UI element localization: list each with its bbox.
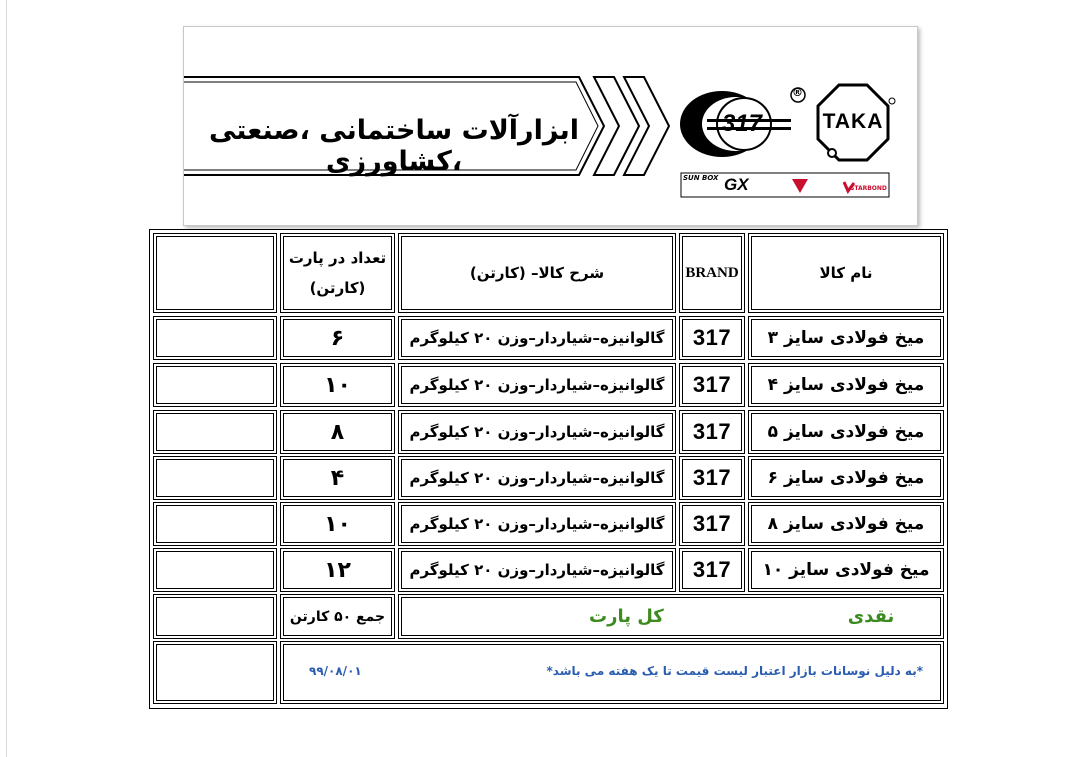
- row-6-name: میخ فولادی سایز ۱۰: [748, 548, 944, 592]
- header-description: شرح کالا– (کارتن): [398, 233, 676, 313]
- header-qty: [280, 233, 395, 313]
- row-4-extra: [153, 456, 277, 500]
- header-banner: [183, 26, 918, 226]
- row-1-qty: ۶: [280, 316, 395, 360]
- row-2-brand: 317: [679, 363, 745, 407]
- row-1-brand: 317: [679, 316, 745, 360]
- row-4-brand: 317: [679, 456, 745, 500]
- row-2-extra: [153, 363, 277, 407]
- row-6-extra: [153, 548, 277, 592]
- row-3-description: گالوانیزه–شیاردار–وزن ۲۰ کیلوگرم: [398, 410, 676, 454]
- row-3-extra: [153, 410, 277, 454]
- row-4-description: گالوانیزه–شیاردار–وزن ۲۰ کیلوگرم: [398, 456, 676, 500]
- row-5-extra: [153, 502, 277, 546]
- row-4-name: میخ فولادی سایز ۶: [748, 456, 944, 500]
- registered-mark: ®: [792, 86, 803, 99]
- footer-main: [280, 641, 944, 704]
- logo-taka-text: TAKA: [822, 110, 884, 133]
- page-edge-line: [6, 0, 7, 757]
- header-product-name: نام کالا: [748, 233, 944, 313]
- row-2-description: گالوانیزه–شیاردار–وزن ۲۰ کیلوگرم: [398, 363, 676, 407]
- row-3-qty: ۸: [280, 410, 395, 454]
- row-3-brand: 317: [679, 410, 745, 454]
- row-1-description: گالوانیزه–شیاردار–وزن ۲۰ کیلوگرم: [398, 316, 676, 360]
- row-1-name: میخ فولادی سایز ۳: [748, 316, 944, 360]
- price-table: [149, 229, 948, 709]
- header-qty-line2: (کارتن): [309, 279, 366, 297]
- row-5-name: میخ فولادی سایز ۸: [748, 502, 944, 546]
- summary-payment: نقدی: [847, 606, 895, 627]
- summary-lot: کل پارت: [589, 606, 664, 627]
- starbond-logo-text: STARBOND: [850, 185, 887, 192]
- footer-extra: [153, 641, 277, 704]
- row-6-qty: ۱۲: [280, 548, 395, 592]
- summary-main: [398, 594, 944, 639]
- row-3-name: میخ فولادی سایز ۵: [748, 410, 944, 454]
- row-5-description: گالوانیزه–شیاردار–وزن ۲۰ کیلوگرم: [398, 502, 676, 546]
- footer-date: ۹۹/۰۸/۰۱: [309, 664, 362, 678]
- row-2-name: میخ فولادی سایز ۴: [748, 363, 944, 407]
- logo-317-text: 317: [721, 110, 763, 137]
- footer-note: *به دلیل نوسانات بازار اعتبار لیست قیمت تا یک هفته می باشد*: [546, 664, 923, 678]
- banner-title: ابزارآلات ساختمانی ،صنعتی ،کشاورزی: [208, 115, 580, 177]
- row-6-description: گالوانیزه–شیاردار–وزن ۲۰ کیلوگرم: [398, 548, 676, 592]
- summary-extra: [153, 594, 277, 639]
- header-brand: BRAND: [679, 233, 745, 313]
- row-5-brand: 317: [679, 502, 745, 546]
- row-2-qty: ۱۰: [280, 363, 395, 407]
- row-1-extra: [153, 316, 277, 360]
- row-4-qty: ۴: [280, 456, 395, 500]
- row-6-brand: 317: [679, 548, 745, 592]
- row-5-qty: ۱۰: [280, 502, 395, 546]
- header-qty-line1: تعداد در پارت: [288, 249, 387, 267]
- summary-total: جمع ۵۰ کارتن: [280, 594, 395, 639]
- gx-logo-text: GX: [724, 175, 749, 194]
- header-extra: [153, 233, 277, 313]
- sunbox-logo-text: SUN BOX: [683, 174, 719, 182]
